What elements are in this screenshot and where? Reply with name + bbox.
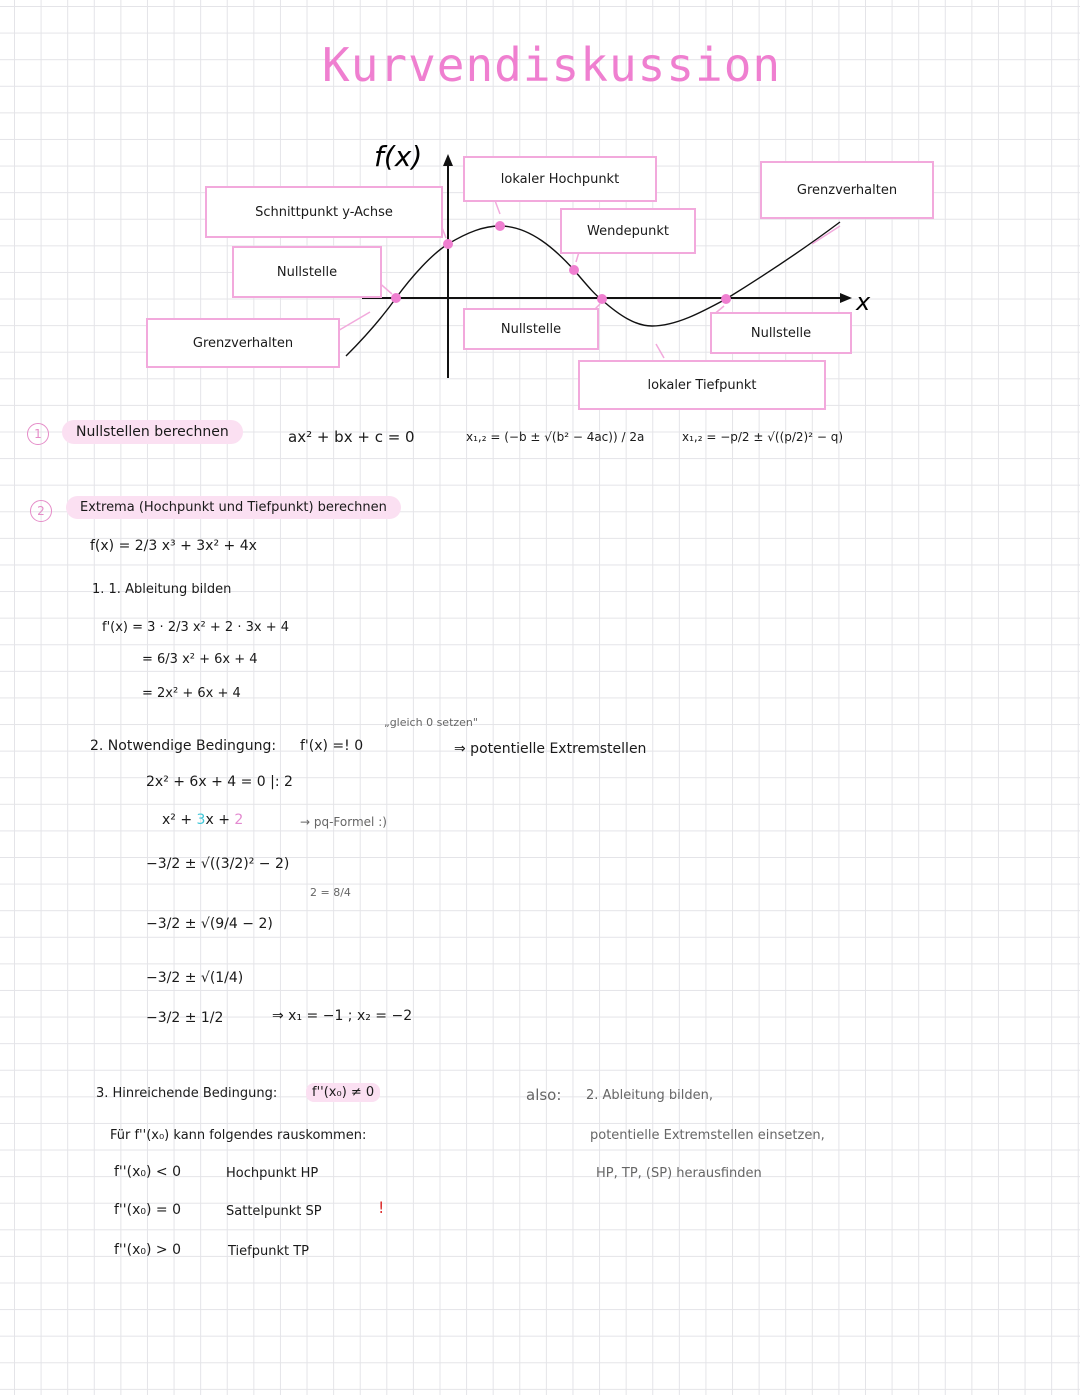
pointer-local-min bbox=[656, 344, 664, 358]
also-line-2: potentielle Extremstellen einsetzen, bbox=[590, 1128, 825, 1143]
zero-left-point bbox=[391, 293, 401, 303]
y-intercept-point bbox=[443, 239, 453, 249]
step-3-title: 3. Hinreichende Bedingung: bbox=[96, 1086, 278, 1101]
label-zero-middle: Nullstelle bbox=[463, 308, 599, 350]
label-zero-right: Nullstelle bbox=[710, 312, 852, 354]
step-2-line-5: −3/2 ± √(1/4) bbox=[146, 970, 244, 986]
step-3-condition: f''(x₀) ≠ 0 bbox=[306, 1083, 380, 1102]
step-2-line-3: −3/2 ± √((3/2)² − 2) bbox=[146, 856, 290, 872]
step-1-title: 1. 1. Ableitung bilden bbox=[92, 582, 232, 597]
exclamation-mark: ! bbox=[378, 1198, 385, 1217]
label-limit-left: Grenzverhalten bbox=[146, 318, 340, 368]
step-2-line-1: 2x² + 6x + 4 = 0 |: 2 bbox=[146, 774, 293, 790]
x-axis-arrow-icon bbox=[840, 293, 852, 303]
derivative-line-2: = 6/3 x² + 6x + 4 bbox=[142, 652, 258, 667]
label-zero-left: Nullstelle bbox=[232, 246, 382, 298]
also-label: also: bbox=[526, 1086, 562, 1104]
y-axis-label: f(x) bbox=[374, 140, 423, 173]
label-local-max: lokaler Hochpunkt bbox=[463, 156, 657, 202]
pq-formula: x₁,₂ = −p/2 ± √((p/2)² − q) bbox=[682, 430, 844, 444]
step-2-title: 2. Notwendige Bedingung: bbox=[90, 738, 277, 754]
case-2-result: Sattelpunkt SP bbox=[226, 1204, 322, 1219]
step-2-line-2: x² + 3x + 2 bbox=[162, 812, 244, 828]
label-inflection: Wendepunkt bbox=[560, 208, 696, 254]
x-axis-label: x bbox=[856, 288, 871, 316]
inflection-point bbox=[569, 265, 579, 275]
step-2-line-6: −3/2 ± 1/2 bbox=[146, 1010, 224, 1026]
case-3-condition: f''(x₀) > 0 bbox=[114, 1242, 181, 1258]
abc-formula: x₁,₂ = (−b ± √(b² − 4ac)) / 2a bbox=[466, 430, 645, 444]
pointer-limit-right bbox=[812, 226, 840, 244]
derivative-line-3: = 2x² + 6x + 4 bbox=[142, 686, 241, 701]
step-2-line-4: −3/2 ± √(9/4 − 2) bbox=[146, 916, 273, 932]
label-local-min: lokaler Tiefpunkt bbox=[578, 360, 826, 410]
zero-right-point bbox=[721, 294, 731, 304]
step-2-result: ⇒ x₁ = −1 ; x₂ = −2 bbox=[272, 1008, 413, 1024]
step-2-condition: f'(x) =! 0 bbox=[300, 738, 364, 754]
y-axis-arrow-icon bbox=[443, 154, 453, 166]
zero-middle-point bbox=[597, 294, 607, 304]
section-2-heading: Extrema (Hochpunkt und Tiefpunkt) berechnen bbox=[66, 496, 401, 519]
label-limit-right: Grenzverhalten bbox=[760, 161, 934, 219]
p-value: 3 bbox=[196, 812, 206, 828]
case-1-condition: f''(x₀) < 0 bbox=[114, 1164, 181, 1180]
derivative-line-1: f'(x) = 3 · 2/3 x² + 2 · 3x + 4 bbox=[102, 620, 289, 635]
section-2-number: 2 bbox=[30, 500, 52, 522]
page-title: Kurvendiskussion bbox=[322, 38, 782, 92]
step-2-result-note: ⇒ potentielle Extremstellen bbox=[454, 741, 647, 757]
section-1-number: 1 bbox=[27, 423, 49, 445]
function-definition: f(x) = 2/3 x³ + 3x² + 4x bbox=[90, 538, 257, 554]
step-3-intro: Für f''(x₀) kann folgendes rauskommen: bbox=[110, 1128, 367, 1143]
case-2-condition: f''(x₀) = 0 bbox=[114, 1202, 181, 1218]
quadratic-equation: ax² + bx + c = 0 bbox=[288, 428, 415, 446]
section-1-heading: Nullstellen berechnen bbox=[62, 420, 243, 444]
also-line-1: 2. Ableitung bilden, bbox=[586, 1088, 713, 1103]
side-note-fraction: 2 = 8/4 bbox=[310, 886, 351, 899]
also-line-3: HP, TP, (SP) herausfinden bbox=[596, 1166, 762, 1181]
note-gleich-null: „gleich 0 setzen" bbox=[384, 716, 478, 729]
pointer-limit-left bbox=[336, 312, 370, 332]
local-max-point bbox=[495, 221, 505, 231]
q-value: 2 bbox=[234, 812, 244, 828]
case-1-result: Hochpunkt HP bbox=[226, 1166, 319, 1181]
pq-formula-note: → pq-Formel :) bbox=[300, 815, 387, 829]
case-3-result: Tiefpunkt TP bbox=[228, 1244, 309, 1259]
label-y-intercept: Schnittpunkt y-Achse bbox=[205, 186, 443, 238]
